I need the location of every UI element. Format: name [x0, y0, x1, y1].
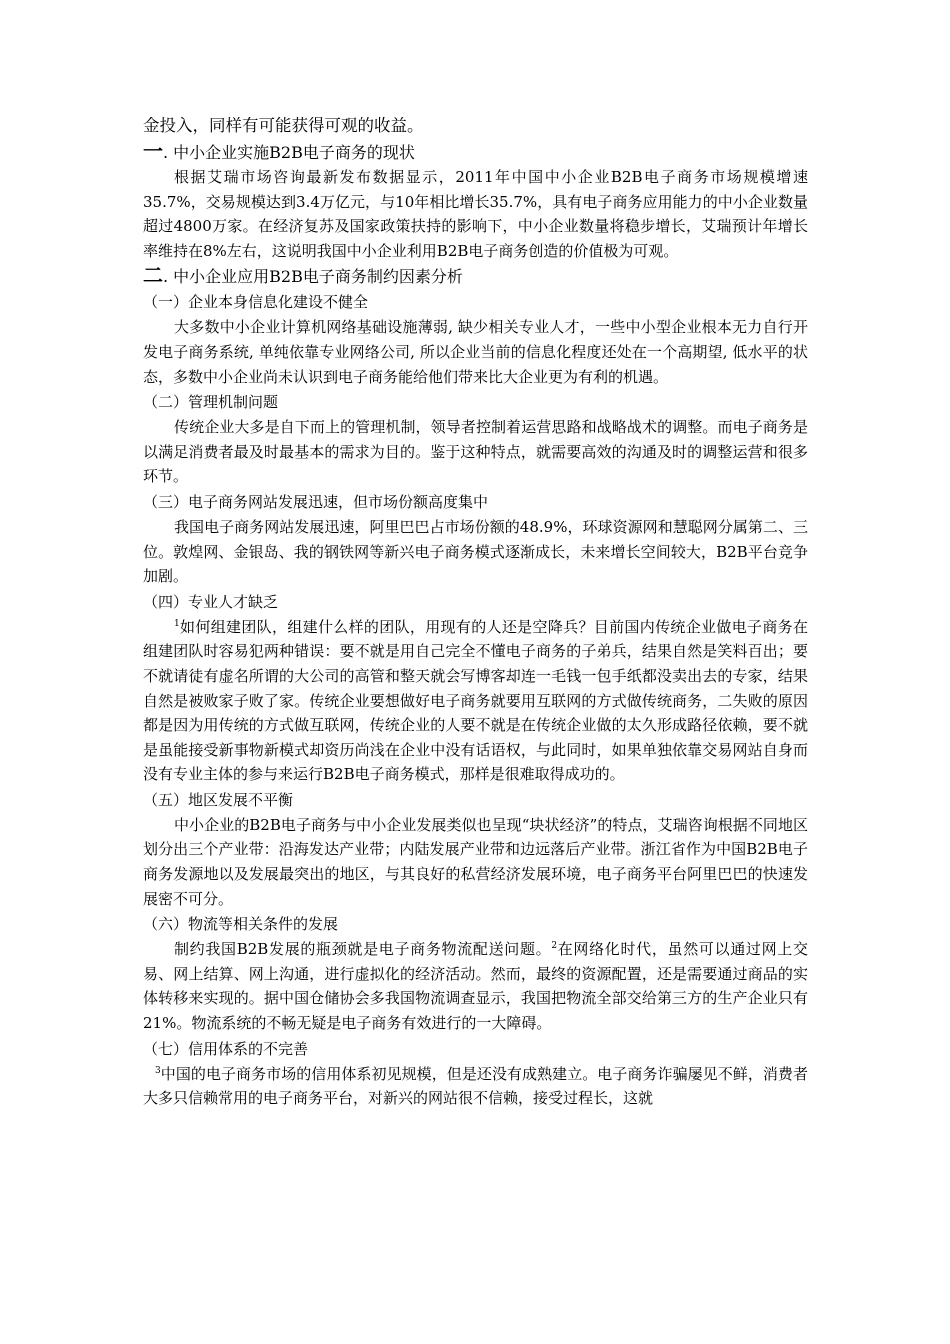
section-1-paragraph: 根据艾瑞市场咨询最新发布数据显示，2011年中国中小企业B2B电子商务市场规模增速35.7%，交易规模达到3.4万亿元，与10年相比增长35.7%，具有电子商务应用能力的中小企业数量超过4800万家。在经济复苏及国家政策扶持的影响下，中小企业数量将稳步增长，艾瑞预计年增长率维持在8%左右，这说明我国中小企业利用B2B电子商务创造的价值极为可观。 [143, 168, 808, 260]
subsection-2-paragraph: 传统企业大多是自下而上的管理机制，领导者控制着运营思路和战略战术的调整。而电子商务是以满足消费者最及时最基本的需求为目的。鉴于这种特点，就需要高效的沟通及时的调整运营和很多环节。 [143, 418, 808, 486]
subsection-3-paragraph: 我国电子商务网站发展迅速，阿里巴巴占市场份额的48.9%，环球资源网和慧聪网分属第二、三位。敦煌网、金银岛、我的钢铁网等新兴电子商务模式逐渐成长，未来增长空间较大，B2B平台竞争加剧。 [143, 517, 808, 586]
subsection-7-heading: （七）信用体系的不完善 [143, 1039, 309, 1058]
lead-text: 金投入，同样有可能获得可观的收益。 [143, 116, 424, 135]
subsection-1-paragraph: 大多数中小企业计算机网络基础设施薄弱, 缺少相关专业人才，一些中小型企业根本无力自行开发电子商务系统, 单纯依靠专业网络公司, 所以企业当前的信息化程度还处在一个高期望, 低水平的状态，多数中小企业尚未认识到电子商务能给他们带来比大企业更为有利的机遇。 [143, 318, 808, 386]
subsection-7-paragraph [143, 1062, 808, 1111]
section-2-number: 二 [143, 263, 163, 288]
subsection-6-paragraph [143, 937, 808, 1035]
section-1-number: 一 [143, 139, 163, 163]
footnote-marker-2: 2 [551, 941, 558, 952]
document-page [143, 112, 808, 1111]
section-1-heading [143, 139, 808, 165]
subsection-4-paragraph [143, 615, 808, 787]
subsection-5-heading: （五）地区发展不平衡 [143, 790, 294, 809]
subsection-4-text: 如何组建团队，组建什么样的团队，用现有的人还是空降兵？目前国内传统企业做电子商务在组建团队时容易犯两种错误：要不就是用自己完全不懂电子商务的子弟兵，结果自然是笑料百出；要不就请徒有虚名所谓的大公司的高管和整天就会写博客却连一毛钱一包手纸都没卖出去的专家，结果自然是被败家子败了家。传统企业要想做好电子商务就要用互联网的方式做传统商务，二失败的原因都是因为用传统的方式做互联网，传统企业的人要不就是在传统企业做的太久形成路径依赖，要不就是虽能接受新事物新模式却资历尚浅在企业中没有话语权，与此同时，如果单独依靠交易网站自身而没有专业主体的参与来运行B2B电子商务模式，那样是很难取得成功的。 [143, 617, 808, 784]
section-1-title: . 中小企业实施B2B电子商务的现状 [163, 143, 415, 162]
subsection-6-text-b: 在网络化时代，虽然可以通过网上交易、网上结算、网上沟通，进行虚拟化的经济活动。然而，最终的资源配置，还是需要通过商品的实体转移来实现的。据中国仓储协会多我国物流调查显示，我国把物流全部交给第三方的生产企业只有21%。物流系统的不畅无疑是电子商务有效进行的一大障碍。 [143, 940, 808, 1033]
section-2-title: . 中小企业应用B2B电子商务制约因素分析 [163, 267, 463, 287]
subsection-4-heading: （四）专业人才缺乏 [143, 592, 279, 611]
section-2-heading [143, 263, 808, 289]
subsection-1-heading: （一）企业本身信息化建设不健全 [143, 293, 369, 312]
subsection-7-text: 中国的电子商务市场的信用体系初见规模，但是还没有成熟建立。电子商务诈骗屡见不鲜，消费者大多只信赖常用的电子商务平台，对新兴的网站很不信赖，接受过程长，这就 [143, 1064, 808, 1108]
subsection-5-paragraph: 中小企业的B2B电子商务与中小企业发展类似也呈现“块状经济”的特点，艾瑞咨询根据不同地区划分出三个产业带：沿海发达产业带；内陆发展产业带和边远落后产业带。浙江省作为中国B2B电子商务发源地以及发展最突出的地区，与其良好的私营经济发展环境，电子商务平台阿里巴巴的快速发展密不可分。 [143, 815, 808, 908]
subsection-3-heading: （三）电子商务网站发展迅速，但市场份额高度集中 [143, 492, 489, 511]
subsection-2-heading: （二）管理机制问题 [143, 393, 279, 412]
subsection-6-heading: （六）物流等相关条件的发展 [143, 915, 339, 934]
footnote-marker-1: 1 [174, 618, 180, 629]
subsection-6-text-a: 制约我国B2B发展的瓶颈就是电子商务物流配送问题。 [174, 940, 552, 959]
footnote-marker-3: 3 [155, 1065, 161, 1076]
